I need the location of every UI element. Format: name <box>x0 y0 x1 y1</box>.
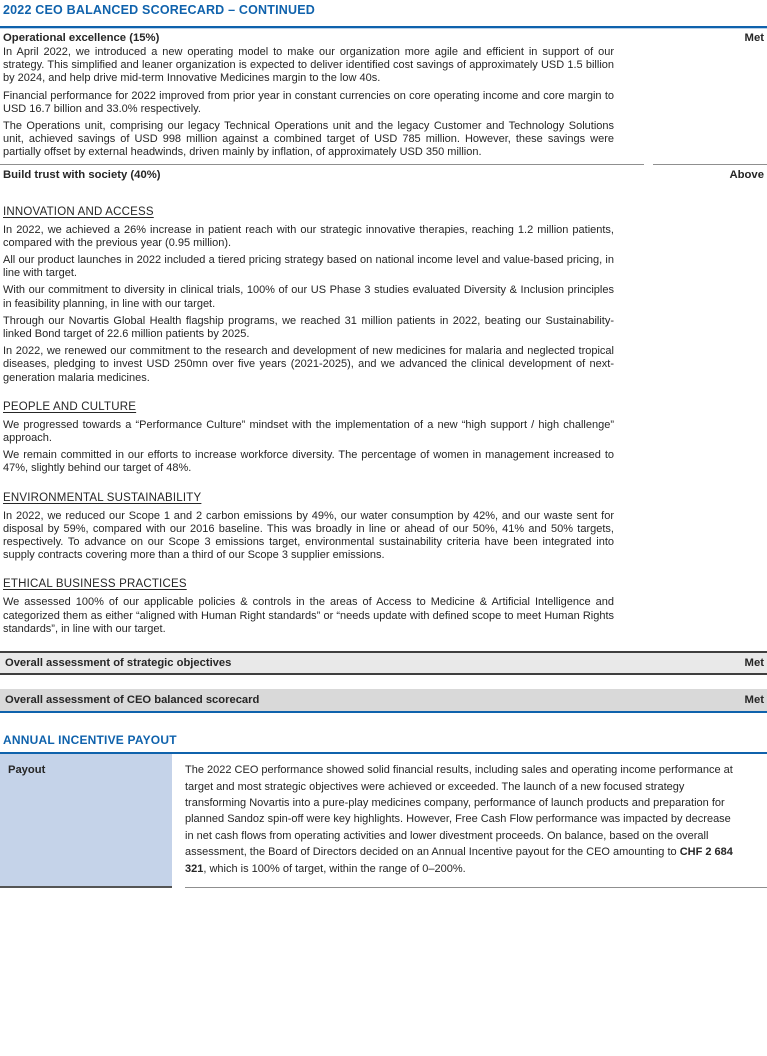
paragraph: We remain committed in our efforts to increase workforce diversity. The percentage of women in management increased to 47%, slightly behind our target of 48%. <box>3 449 614 475</box>
payout-description <box>185 762 741 877</box>
scorecard-page <box>0 3 767 1056</box>
paragraph: We assessed 100% of our applicable policies & controls in the areas of Access to Medicine & Artificial Intelligence and categorized them as either “aligned with Human Right standards” or “needs update with defined scope to meet Human Rights standards”, in line with our target. <box>3 596 614 635</box>
divider-gap <box>644 164 653 165</box>
assessment-row-strategic-objectives <box>0 651 767 675</box>
rating-value: Met <box>744 32 764 44</box>
subsection-heading-innovation-and-access: INNOVATION AND ACCESS <box>3 205 154 218</box>
paragraph: All our product launches in 2022 included a tiered pricing strategy based on national income level and value-based pricing, in line with target. <box>3 254 614 280</box>
paragraph: In April 2022, we introduced a new operating model to make our organization more agile and efficient in support of our strategy. This simplified and leaner organization is expected to deliver identified cost savings of approximately USD 1.5 billion by 2024, and help drive mid-term Innovative Medicines margin to the low 40s. <box>3 46 614 85</box>
divider-left-segment <box>0 164 644 165</box>
rating-value: Above <box>729 168 764 181</box>
paragraph: The Operations unit, comprising our legacy Technical Operations unit and the legacy Customer and Technology Solutions unit, achieved savings of USD 998 million against a combined target of USD 785 million. However, these savings were partially offset by external headwinds, driven mainly by inflation, of approximately USD 350 million. <box>3 120 614 159</box>
paragraph: In 2022, we reduced our Scope 1 and 2 carbon emissions by 49%, our water consumption by 42%, and our waste sent for disposal by 59%, compared with our 2016 baseline. This was broadly in line or ahead of our 50%, 41% and 50% targets, respectively. To advance on our Scope 3 emissions target, environmental sustainability criteria have been integrated into supply contracts covering more than a third of our Scope 3 supplier emissions. <box>3 509 614 562</box>
assessment-label: Overall assessment of CEO balanced scorecard <box>5 694 260 707</box>
payout-text-cell <box>185 754 767 888</box>
payout-label: Payout <box>8 764 46 777</box>
payout-text-after: , which is 100% of target, within the range of 0–200%. <box>203 862 466 875</box>
paragraph: In 2022, we achieved a 26% increase in patient reach with our strategic innovative therapies, reaching 1.2 million patients, compared with the previous year (0.95 million). <box>3 223 614 249</box>
annual-incentive-payout-heading: ANNUAL INCENTIVE PAYOUT <box>3 733 177 748</box>
payout-label-cell <box>0 754 172 888</box>
payout-text-before: The 2022 CEO performance showed solid financial results, including sales and operating income performance at target and most strategic objectives were achieved or exceeded. The launch of a new focused strategy transforming Novartis into a pure-play medicines company, performance of launch products and preparation for planned Sandoz spin-off were key highlights. However, Free Cash Flow performance was impacted by decrease in net cash flows from operating activities and lower divestment proceeds. On balance, based on the overall assessment, the Board of Directors decided on an Annual Incentive payout for the CEO amounting to <box>185 764 733 859</box>
subsection-heading-ethical-business-practices: ETHICAL BUSINESS PRACTICES <box>3 578 187 591</box>
subsection-heading-people-and-culture: PEOPLE AND CULTURE <box>3 400 137 413</box>
divider-right-segment <box>653 164 767 165</box>
paragraph: We progressed towards a “Performance Culture” mindset with the implementation of a new “high support / high challenge” approach. <box>3 418 614 445</box>
section-header-build-trust <box>3 168 764 182</box>
payout-amount: CHF 2 684 321 <box>185 846 733 875</box>
payout-table <box>0 754 767 888</box>
rating-value: Met <box>744 694 764 707</box>
section-heading: Operational excellence (15%) <box>3 32 160 44</box>
paragraph: Financial performance for 2022 improved from prior year in constant currencies on core operating income and core margin to USD 16.7 billion and 33.0% respectively. <box>3 89 614 115</box>
rating-value: Met <box>744 657 764 670</box>
section-header-operational-excellence <box>3 31 764 45</box>
paragraph: With our commitment to diversity in clinical trials, 100% of our US Phase 3 studies evaluated Diversity & Inclusion principles in feasibility planning, in line with our target. <box>3 284 614 310</box>
subsection-heading-environmental-sustainability: ENVIRONMENTAL SUSTAINABILITY <box>3 491 202 504</box>
section-heading: Build trust with society (40%) <box>3 168 161 181</box>
paragraph: Through our Novartis Global Health flagship programs, we reached 31 million patients in 2022, beating our Sustainability-linked Bond target of 22.6 million patients by 2025. <box>3 314 614 341</box>
title-divider <box>0 26 767 28</box>
paragraph: In 2022, we renewed our commitment to the research and development of new medicines for malaria and neglected tropical diseases, pledging to invest USD 250mn over five years (2021-2025), and we advanced the clinical development of next-generation malaria medicines. <box>3 345 614 384</box>
section-divider <box>0 164 767 165</box>
assessment-row-ceo-balanced-scorecard <box>0 689 767 713</box>
assessment-label: Overall assessment of strategic objectives <box>5 657 232 670</box>
page-title: 2022 CEO BALANCED SCORECARD – CONTINUED <box>3 3 316 17</box>
